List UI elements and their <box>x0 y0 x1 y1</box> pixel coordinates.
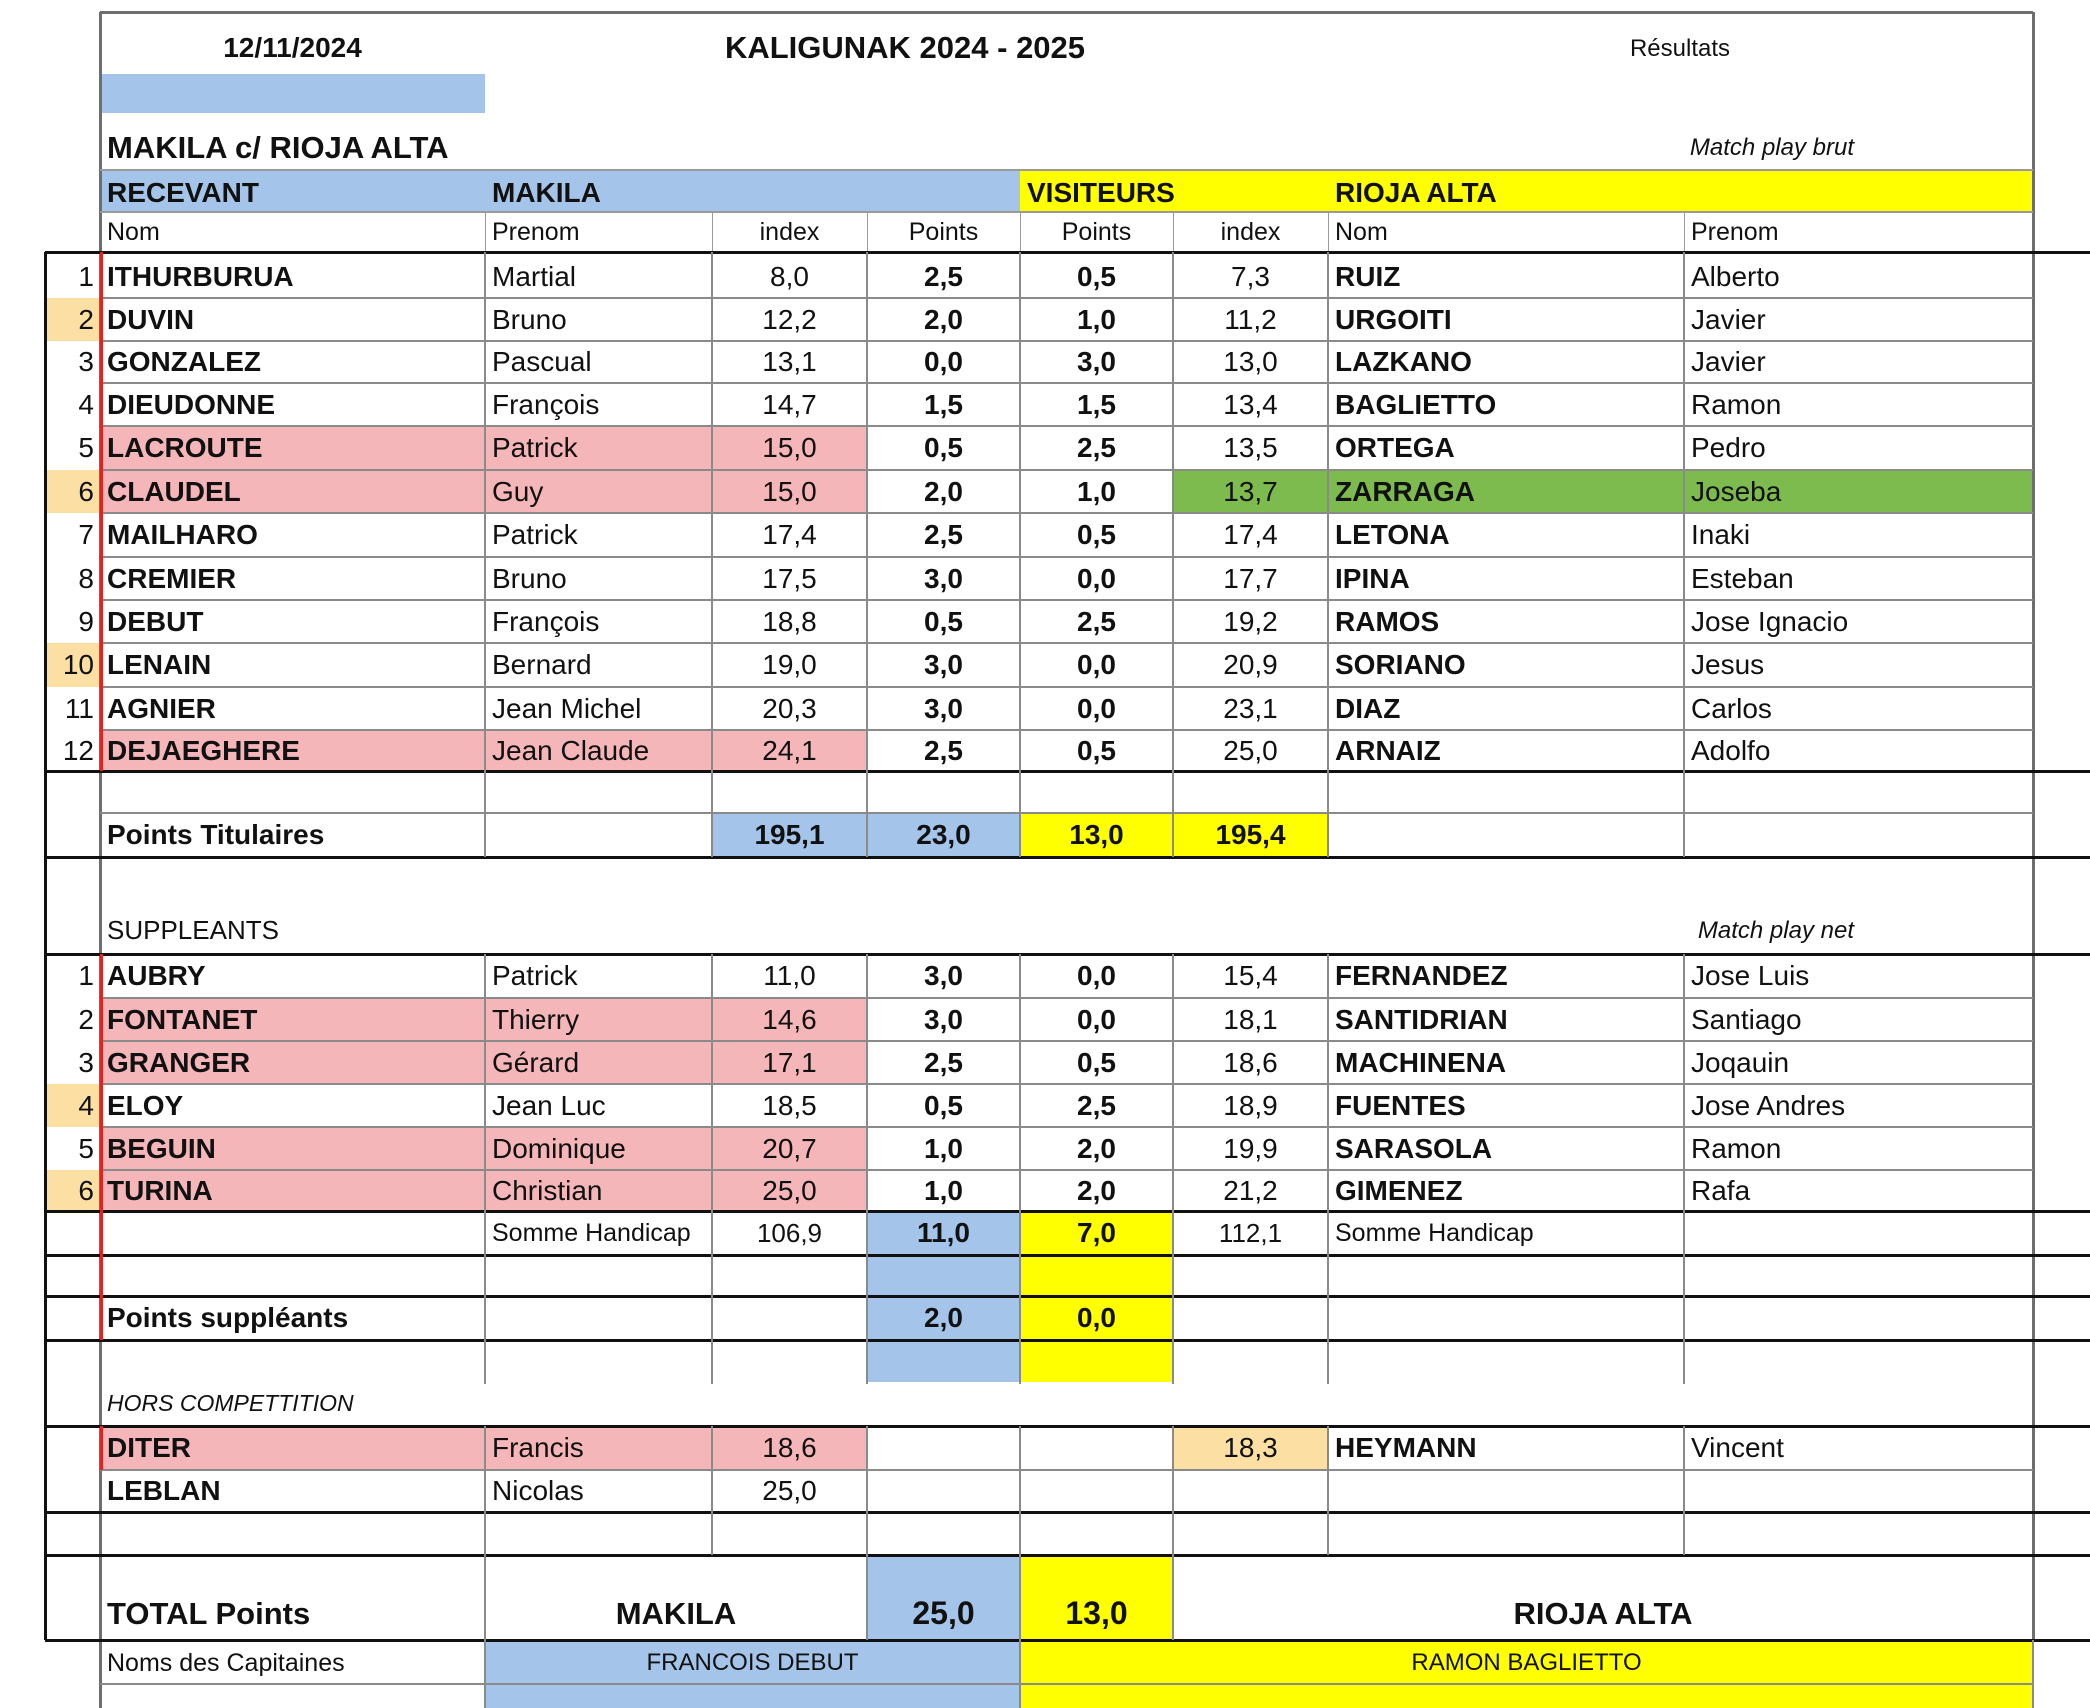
home-player-firstname: Jean Luc <box>492 1089 606 1121</box>
away-player-points: 2,0 <box>1077 1174 1116 1206</box>
grid-line <box>712 212 713 252</box>
grid-line <box>867 212 868 252</box>
grand-total-away-name: RIOJA ALTA <box>1513 1595 1693 1631</box>
row-number: 2 <box>78 1003 94 1035</box>
away-player-name: URGOITI <box>1335 303 1452 335</box>
grid-line <box>1019 954 1021 1255</box>
away-player-points: 0,5 <box>1077 734 1116 766</box>
home-player-name: ELOY <box>107 1089 184 1121</box>
grid-line <box>484 1555 486 1708</box>
grid-line <box>100 211 2033 213</box>
away-player-points: 0,0 <box>1077 1003 1116 1035</box>
match-play-net-label: Match play net <box>1697 917 1854 944</box>
away-player-name: ZARRAGA <box>1335 475 1475 507</box>
grid-line <box>1683 1426 1685 1512</box>
away-player-points: 0,0 <box>1077 649 1116 680</box>
column-header: Points <box>1061 217 1132 246</box>
grid-line <box>100 1083 2033 1085</box>
away-player-name: DIAZ <box>1335 692 1401 724</box>
grid-line <box>1327 252 1329 857</box>
row-number: 7 <box>78 519 94 550</box>
grid-line <box>2032 12 2035 1640</box>
away-player-firstname: Jose Ignacio <box>1691 605 1849 637</box>
grid-line <box>100 1683 2033 1685</box>
grid-line <box>100 11 2033 14</box>
away-player-firstname: Ramon <box>1691 1132 1782 1164</box>
date-input-fill <box>100 74 485 113</box>
grid-line <box>100 1169 2033 1171</box>
suppleants-label: SUPPLEANTS <box>107 915 279 945</box>
home-player-points: 3,0 <box>924 1003 963 1035</box>
row-number: 1 <box>78 260 94 292</box>
away-player-name: FERNANDEZ <box>1335 960 1508 991</box>
grand-total-away-points: 13,0 <box>1065 1595 1128 1631</box>
grid-line <box>100 1040 2033 1042</box>
home-player-index: 12,2 <box>762 303 817 335</box>
home-player-firstname: Patrick <box>492 432 578 463</box>
column-header: index <box>759 217 820 246</box>
suppleants-total-label: Points suppléants <box>107 1302 349 1333</box>
away-role-label: VISITEURS <box>1027 177 1175 208</box>
home-captain-name: FRANCOIS DEBUT <box>646 1649 859 1676</box>
grid-line <box>100 729 2033 731</box>
away-player-index: 13,7 <box>1223 475 1278 507</box>
grid-line <box>1173 212 1174 252</box>
home-player-index: 11,0 <box>763 960 816 991</box>
titulaires-total-label: Points Titulaires <box>107 819 325 850</box>
away-player-name: SARASOLA <box>1335 1132 1493 1164</box>
away-player-points: 2,5 <box>1077 432 1116 463</box>
grid-line <box>1683 954 1685 1255</box>
match-play-brut-label: Match play brut <box>1689 134 1854 161</box>
column-header: Prenom <box>492 217 580 246</box>
row-number: 3 <box>78 346 94 377</box>
hors-away-index: 18,3 <box>1223 1432 1278 1463</box>
home-player-points: 0,5 <box>924 1089 963 1121</box>
grid-line <box>45 1425 2090 1428</box>
grid-line <box>1172 954 1174 1255</box>
away-player-name: ARNAIZ <box>1335 734 1441 766</box>
home-player-firstname: Bruno <box>492 562 567 594</box>
away-player-firstname: Esteban <box>1691 562 1794 594</box>
away-player-points: 1,0 <box>1077 475 1116 507</box>
away-index-total: 195,4 <box>1215 819 1286 850</box>
grid-line <box>45 770 2090 773</box>
away-player-index: 18,1 <box>1223 1003 1278 1035</box>
row-number: 11 <box>64 692 94 724</box>
home-player-firstname: Thierry <box>492 1003 580 1035</box>
home-player-index: 18,5 <box>762 1089 817 1121</box>
grid-line <box>866 1426 868 1555</box>
column-header: index <box>1220 217 1281 246</box>
grid-line <box>1328 212 1329 252</box>
home-player-name: AUBRY <box>107 960 206 991</box>
home-player-name: FONTANET <box>107 1003 258 1035</box>
home-player-points: 2,5 <box>924 1046 963 1078</box>
grid-line <box>1019 1255 1021 1384</box>
home-player-points: 0,5 <box>924 605 963 637</box>
grid-line <box>1172 1426 1174 1555</box>
hors-player-index: 18,6 <box>762 1432 817 1463</box>
away-team-name: RIOJA ALTA <box>1335 177 1497 208</box>
away-player-name: LETONA <box>1335 519 1450 550</box>
hors-away-firstname: Vincent <box>1691 1432 1784 1463</box>
home-player-index: 20,7 <box>762 1132 817 1164</box>
away-player-index: 11,2 <box>1224 303 1277 335</box>
home-player-name: LENAIN <box>107 649 212 680</box>
home-player-points: 3,0 <box>924 692 963 724</box>
hors-player-name: DITER <box>107 1432 191 1463</box>
home-player-points: 2,5 <box>924 260 963 292</box>
grid-line <box>711 1426 713 1555</box>
home-player-firstname: Bernard <box>492 649 592 680</box>
row-number: 5 <box>78 1132 94 1164</box>
away-player-firstname: Joqauin <box>1691 1046 1790 1078</box>
away-player-index: 13,0 <box>1223 346 1278 377</box>
grid-line <box>100 997 2033 999</box>
away-player-points: 0,0 <box>1077 692 1116 724</box>
grid-line <box>1684 212 1685 252</box>
away-player-firstname: Jose Luis <box>1691 960 1810 991</box>
grid-line <box>45 1511 2090 1514</box>
grand-total-home-points: 25,0 <box>912 1595 975 1631</box>
grid-line <box>711 954 713 1255</box>
grid-line <box>45 856 2090 859</box>
away-player-name: ORTEGA <box>1335 432 1455 463</box>
away-player-firstname: Javier <box>1691 346 1766 377</box>
grid-line <box>45 953 2090 956</box>
grid-line <box>45 1639 2090 1642</box>
grid-line <box>484 1255 486 1384</box>
home-player-points: 2,5 <box>924 734 963 766</box>
home-player-firstname: Patrick <box>492 519 578 550</box>
home-player-name: DUVIN <box>107 303 195 335</box>
grid-line <box>45 1339 2090 1342</box>
grid-line <box>1683 252 1685 857</box>
row-number: 4 <box>78 388 94 420</box>
home-player-index: 13,1 <box>762 346 817 377</box>
grid-line <box>100 252 103 771</box>
home-player-index: 24,1 <box>762 734 817 766</box>
home-index-total: 195,1 <box>754 819 825 850</box>
home-player-points: 2,5 <box>924 519 963 550</box>
grid-line <box>1020 212 1021 252</box>
home-player-name: AGNIER <box>107 692 216 724</box>
home-player-points: 1,0 <box>924 1132 963 1164</box>
grid-line <box>711 252 713 857</box>
away-player-points: 0,0 <box>1077 960 1116 991</box>
home-supp-points: 2,0 <box>924 1302 963 1333</box>
home-player-index: 14,6 <box>762 1003 817 1035</box>
home-player-index: 18,8 <box>762 605 817 637</box>
home-player-index: 25,0 <box>762 1174 817 1206</box>
away-player-firstname: Pedro <box>1691 432 1766 463</box>
hors-player-firstname: Nicolas <box>492 1475 584 1506</box>
home-player-points: 3,0 <box>924 649 963 680</box>
hors-competition-label: HORS COMPETTITION <box>107 1389 354 1416</box>
grid-line <box>100 686 2033 688</box>
home-player-name: DIEUDONNE <box>107 388 276 420</box>
away-player-index: 17,4 <box>1223 519 1278 550</box>
away-somme-points: 7,0 <box>1077 1217 1116 1248</box>
home-player-name: MAILHARO <box>107 519 258 550</box>
away-player-points: 2,0 <box>1077 1132 1116 1164</box>
grid-line <box>485 212 486 252</box>
away-supp-points: 0,0 <box>1077 1302 1116 1333</box>
home-somme-points: 11,0 <box>917 1217 970 1248</box>
home-player-firstname: François <box>492 388 600 420</box>
grid-line <box>100 425 2033 427</box>
row-number: 1 <box>78 960 94 991</box>
home-player-index: 15,0 <box>762 475 817 507</box>
away-player-firstname: Adolfo <box>1691 734 1771 766</box>
grid-line <box>1019 1426 1021 1555</box>
away-player-firstname: Santiago <box>1691 1003 1802 1035</box>
column-header: Nom <box>107 217 160 246</box>
home-player-name: GONZALEZ <box>107 346 261 377</box>
date-label: 12/11/2024 <box>223 32 362 63</box>
column-header: Points <box>908 217 979 246</box>
grid-line <box>45 1554 2090 1557</box>
home-player-firstname: Bruno <box>492 303 567 335</box>
hors-player-index: 25,0 <box>762 1475 817 1506</box>
away-player-name: MACHINENA <box>1335 1046 1507 1078</box>
home-player-name: DEJAEGHERE <box>107 734 300 766</box>
grid-line <box>100 642 2033 644</box>
grid-line <box>866 954 868 1255</box>
home-player-firstname: Guy <box>492 475 544 507</box>
row-number: 3 <box>78 1046 94 1078</box>
grid-line <box>100 599 2033 601</box>
away-player-index: 13,5 <box>1223 432 1278 463</box>
row-number: 12 <box>62 734 94 766</box>
home-role-label: RECEVANT <box>107 177 259 208</box>
away-player-name: GIMENEZ <box>1335 1174 1463 1206</box>
home-player-index: 8,0 <box>770 260 809 292</box>
away-player-index: 7,3 <box>1231 260 1270 292</box>
away-player-points: 3,0 <box>1077 346 1116 377</box>
away-player-points: 0,5 <box>1077 1046 1116 1078</box>
home-player-firstname: Gérard <box>492 1046 580 1078</box>
grid-line <box>1019 1555 1021 1708</box>
row-number: 10 <box>62 649 94 680</box>
grid-line <box>1683 1255 1685 1384</box>
away-player-points: 0,0 <box>1077 562 1116 594</box>
home-player-name: TURINA <box>107 1174 213 1206</box>
grid-line <box>100 1126 2033 1128</box>
home-player-points: 0,5 <box>924 432 963 463</box>
grid-line <box>100 469 2033 471</box>
home-player-index: 17,4 <box>762 519 817 550</box>
away-player-points: 2,5 <box>1077 605 1116 637</box>
home-player-points: 0,0 <box>924 346 963 377</box>
away-player-points: 0,5 <box>1077 260 1116 292</box>
home-player-index: 15,0 <box>762 432 817 463</box>
away-player-points: 1,5 <box>1077 388 1116 420</box>
away-player-firstname: Joseba <box>1691 475 1782 507</box>
grid-line <box>100 556 2033 558</box>
home-somme-index: 106,9 <box>756 1218 823 1248</box>
home-player-name: GRANGER <box>107 1046 251 1078</box>
home-player-firstname: Martial <box>492 260 577 292</box>
away-player-index: 19,2 <box>1223 605 1278 637</box>
grid-line <box>100 812 2033 814</box>
home-player-firstname: Pascual <box>492 346 592 377</box>
home-player-firstname: Christian <box>492 1174 603 1206</box>
away-player-name: SANTIDRIAN <box>1335 1003 1508 1035</box>
away-player-firstname: Rafa <box>1691 1174 1751 1206</box>
grid-line <box>484 1426 486 1555</box>
grid-line <box>866 1255 868 1384</box>
grid-line <box>44 252 47 1640</box>
grid-line <box>100 1469 2033 1471</box>
grand-total-home-name: MAKILA <box>615 1595 737 1631</box>
home-player-firstname: Jean Claude <box>492 734 650 766</box>
grid-line <box>45 1295 2090 1298</box>
row-number: 8 <box>78 562 94 594</box>
home-team-name: MAKILA <box>492 177 601 208</box>
home-player-firstname: Patrick <box>492 960 578 991</box>
away-player-index: 21,2 <box>1223 1174 1278 1206</box>
row-number: 6 <box>78 1174 94 1206</box>
grid-line <box>45 251 2090 254</box>
away-player-firstname: Ramon <box>1691 388 1782 420</box>
away-player-points: 0,5 <box>1077 519 1116 550</box>
home-player-points: 2,0 <box>924 475 963 507</box>
away-player-firstname: Jose Andres <box>1691 1089 1846 1121</box>
grid-line <box>100 954 103 1340</box>
home-player-firstname: François <box>492 605 600 637</box>
grid-line <box>484 252 486 857</box>
away-player-name: BAGLIETTO <box>1335 388 1497 420</box>
grid-line <box>100 512 2033 514</box>
grid-line <box>484 954 486 1255</box>
captains-label: Noms des Capitaines <box>107 1648 345 1677</box>
away-player-index: 15,4 <box>1223 960 1278 991</box>
home-player-points: 3,0 <box>924 562 963 594</box>
grid-line <box>1019 252 1021 857</box>
row-number: 4 <box>78 1089 94 1121</box>
grid-line <box>1327 1255 1329 1384</box>
away-player-name: SORIANO <box>1335 649 1466 680</box>
grid-line <box>1327 1426 1329 1555</box>
grid-line <box>100 169 2033 171</box>
grid-line <box>100 382 2033 384</box>
home-player-points: 1,0 <box>924 1174 963 1206</box>
away-points-total: 13,0 <box>1069 819 1124 850</box>
grid-line <box>45 1254 2090 1257</box>
away-player-index: 17,7 <box>1223 562 1278 594</box>
home-player-index: 14,7 <box>762 388 817 420</box>
away-player-firstname: Carlos <box>1691 692 1772 724</box>
home-player-firstname: Dominique <box>492 1132 626 1164</box>
row-number: 6 <box>78 475 94 507</box>
away-player-firstname: Alberto <box>1691 260 1780 292</box>
away-player-firstname: Inaki <box>1691 519 1751 550</box>
home-player-name: LACROUTE <box>107 432 263 463</box>
home-player-name: CREMIER <box>107 562 237 594</box>
home-player-points: 3,0 <box>924 960 963 991</box>
away-player-index: 18,9 <box>1223 1089 1278 1121</box>
home-player-firstname: Jean Michel <box>492 692 642 724</box>
grid-line <box>711 1255 713 1384</box>
row-number: 2 <box>78 303 94 335</box>
column-header: Nom <box>1335 217 1388 246</box>
away-captain-name: RAMON BAGLIETTO <box>1411 1649 1642 1676</box>
away-somme-index: 112,1 <box>1218 1218 1283 1248</box>
grid-line <box>1172 1255 1174 1384</box>
away-player-index: 23,1 <box>1223 692 1278 724</box>
away-player-index: 13,4 <box>1223 388 1278 420</box>
row-number: 9 <box>78 605 94 637</box>
row-number: 5 <box>78 432 94 463</box>
column-header: Prenom <box>1691 217 1779 246</box>
grid-line <box>100 1426 103 1470</box>
away-player-index: 18,6 <box>1223 1046 1278 1078</box>
somme-handicap-label: Somme Handicap <box>1335 1218 1534 1247</box>
home-player-name: CLAUDEL <box>107 475 241 507</box>
away-player-points: 1,0 <box>1077 303 1116 335</box>
grid-line <box>1683 1512 1685 1555</box>
grid-line <box>100 340 2033 342</box>
home-player-name: BEGUIN <box>107 1132 216 1164</box>
grid-line <box>866 1555 868 1640</box>
grid-line <box>1172 252 1174 857</box>
grid-line <box>1172 1555 1174 1640</box>
hors-away-name: HEYMANN <box>1335 1432 1477 1463</box>
hors-player-name: LEBLAN <box>107 1475 221 1506</box>
home-player-index: 17,5 <box>762 562 817 594</box>
page-title: KALIGUNAK 2024 - 2025 <box>724 29 1086 65</box>
somme-handicap-label: Somme Handicap <box>492 1218 691 1247</box>
away-player-name: LAZKANO <box>1335 346 1472 377</box>
home-player-index: 20,3 <box>762 692 817 724</box>
results-label: Résultats <box>1629 35 1731 62</box>
away-player-name: IPINA <box>1335 562 1410 594</box>
away-player-index: 25,0 <box>1223 734 1278 766</box>
home-player-index: 17,1 <box>762 1046 817 1078</box>
grid-line <box>45 1210 2090 1213</box>
home-player-points: 1,5 <box>924 388 963 420</box>
grid-line <box>866 252 868 857</box>
home-player-name: ITHURBURUA <box>107 260 294 292</box>
away-player-points: 2,5 <box>1077 1089 1116 1121</box>
home-player-points: 2,0 <box>924 303 963 335</box>
away-player-index: 20,9 <box>1223 649 1278 680</box>
grid-line <box>100 297 2033 299</box>
away-player-name: FUENTES <box>1335 1089 1466 1121</box>
away-player-firstname: Javier <box>1691 303 1766 335</box>
away-player-name: RAMOS <box>1335 605 1440 637</box>
grand-total-label: TOTAL Points <box>107 1595 311 1631</box>
home-points-total: 23,0 <box>916 819 971 850</box>
match-title: MAKILA c/ RIOJA ALTA <box>107 129 449 165</box>
hors-player-firstname: Francis <box>492 1432 584 1463</box>
away-player-index: 19,9 <box>1223 1132 1278 1164</box>
away-player-name: RUIZ <box>1335 260 1401 292</box>
grid-line <box>1327 954 1329 1255</box>
home-player-index: 19,0 <box>762 649 817 680</box>
home-player-name: DEBUT <box>107 605 204 637</box>
away-player-firstname: Jesus <box>1691 649 1765 680</box>
grid-line <box>2032 1640 2034 1708</box>
